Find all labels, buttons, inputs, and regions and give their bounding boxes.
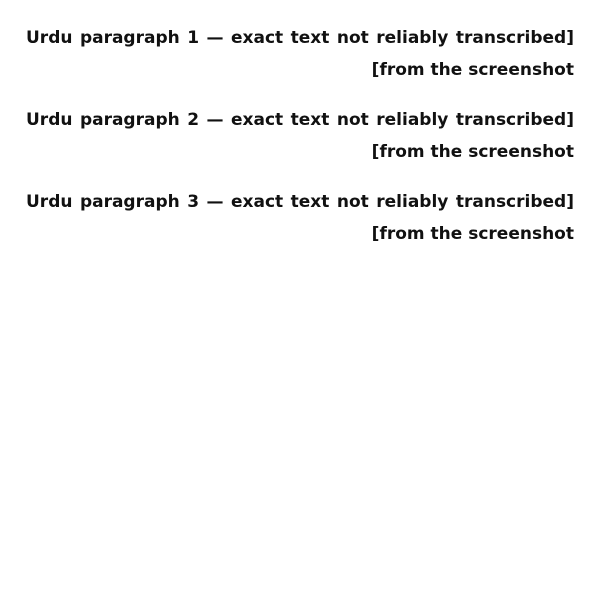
article-paragraph-2: [Urdu paragraph 2 — exact text not reliably transcribed from the screenshot] xyxy=(26,110,574,162)
article-paragraph-1: [Urdu paragraph 1 — exact text not reliably transcribed from the screenshot] xyxy=(26,28,574,80)
article-paragraph-3: [Urdu paragraph 3 — exact text not reliably transcribed from the screenshot] xyxy=(26,192,574,244)
